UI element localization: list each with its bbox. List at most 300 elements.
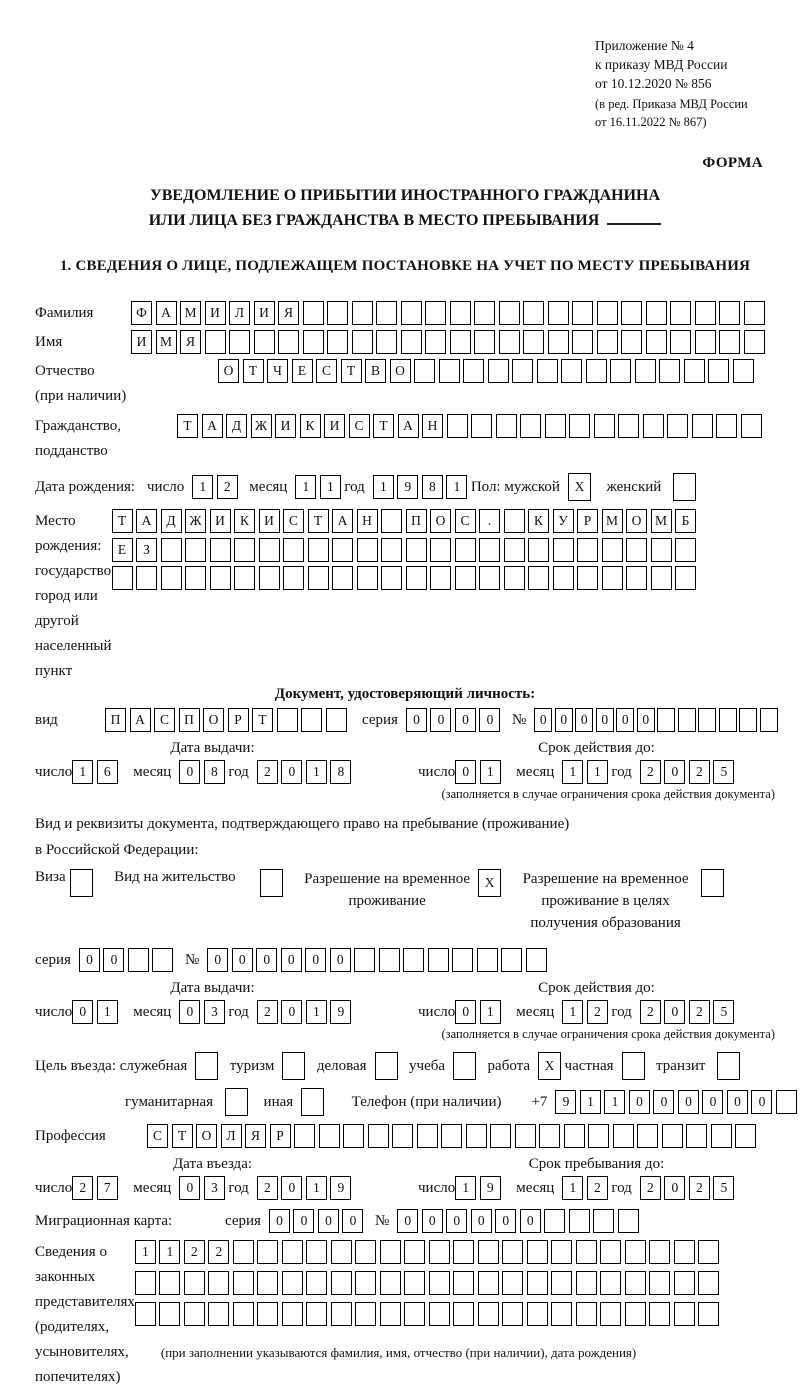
form-cell[interactable]: 0 [702, 1090, 723, 1114]
form-cell[interactable] [520, 414, 541, 438]
form-cell[interactable] [355, 1271, 376, 1295]
form-cell[interactable] [401, 330, 422, 354]
form-cell[interactable] [716, 414, 737, 438]
form-cell[interactable] [455, 538, 476, 562]
form-cell[interactable]: Т [252, 708, 273, 732]
form-cell[interactable] [695, 301, 716, 325]
form-cell[interactable] [453, 1302, 474, 1326]
form-cell[interactable]: 2 [184, 1240, 205, 1264]
form-cell[interactable]: 1 [306, 1000, 327, 1024]
form-cell[interactable]: 0 [281, 948, 302, 972]
form-cell[interactable]: 0 [664, 1000, 685, 1024]
form-cell[interactable] [429, 1302, 450, 1326]
form-cell[interactable]: 1 [562, 1176, 583, 1200]
form-cell[interactable]: Я [245, 1124, 266, 1148]
form-cell[interactable] [159, 1302, 180, 1326]
form-cell[interactable]: А [136, 509, 157, 533]
form-cell[interactable] [674, 1271, 695, 1295]
form-cell[interactable] [586, 359, 607, 383]
form-cell[interactable] [463, 359, 484, 383]
form-cell[interactable] [719, 330, 740, 354]
form-cell[interactable]: 0 [455, 760, 476, 784]
form-cell[interactable] [135, 1271, 156, 1295]
form-cell[interactable]: К [300, 414, 321, 438]
form-cell[interactable] [528, 566, 549, 590]
form-cell[interactable]: 5 [713, 1176, 734, 1200]
form-cell[interactable] [283, 566, 304, 590]
form-cell[interactable] [673, 473, 696, 501]
form-cell[interactable] [429, 1240, 450, 1264]
form-cell[interactable]: 0 [555, 708, 573, 732]
form-cell[interactable] [741, 414, 762, 438]
form-cell[interactable] [739, 708, 757, 732]
form-cell[interactable]: 0 [397, 1209, 418, 1233]
form-cell[interactable] [294, 1124, 315, 1148]
form-cell[interactable] [701, 869, 724, 897]
form-cell[interactable] [643, 414, 664, 438]
form-cell[interactable] [553, 566, 574, 590]
form-cell[interactable]: 9 [397, 475, 418, 499]
form-cell[interactable]: Д [161, 509, 182, 533]
form-cell[interactable]: Т [308, 509, 329, 533]
form-cell[interactable] [381, 566, 402, 590]
form-cell[interactable] [233, 1302, 254, 1326]
form-cell[interactable]: С [283, 509, 304, 533]
form-cell[interactable] [698, 1302, 719, 1326]
form-cell[interactable]: 1 [580, 1090, 601, 1114]
form-cell[interactable] [319, 1124, 340, 1148]
form-cell[interactable]: 2 [587, 1176, 608, 1200]
form-cell[interactable]: П [406, 509, 427, 533]
form-cell[interactable] [306, 1302, 327, 1326]
form-cell[interactable] [380, 1240, 401, 1264]
form-cell[interactable] [659, 359, 680, 383]
form-cell[interactable]: 0 [596, 708, 614, 732]
form-cell[interactable] [675, 538, 696, 562]
form-cell[interactable] [208, 1271, 229, 1295]
form-cell[interactable]: 1 [455, 1176, 476, 1200]
form-cell[interactable] [233, 1271, 254, 1295]
form-cell[interactable] [504, 538, 525, 562]
form-cell[interactable]: Н [422, 414, 443, 438]
form-cell[interactable] [447, 414, 468, 438]
form-cell[interactable] [602, 538, 623, 562]
form-cell[interactable] [551, 1271, 572, 1295]
form-cell[interactable]: 7 [97, 1176, 118, 1200]
form-cell[interactable]: 9 [330, 1000, 351, 1024]
form-cell[interactable] [354, 948, 375, 972]
form-cell[interactable]: О [390, 359, 411, 383]
form-cell[interactable]: 2 [587, 1000, 608, 1024]
form-cell[interactable]: 0 [330, 948, 351, 972]
form-cell[interactable] [502, 1240, 523, 1264]
form-cell[interactable]: А [156, 301, 177, 325]
form-cell[interactable] [478, 1302, 499, 1326]
form-cell[interactable] [357, 538, 378, 562]
form-cell[interactable] [478, 1271, 499, 1295]
form-cell[interactable] [625, 1302, 646, 1326]
form-cell[interactable]: 0 [318, 1209, 339, 1233]
form-cell[interactable]: 2 [72, 1176, 93, 1200]
form-cell[interactable] [403, 948, 424, 972]
form-cell[interactable] [597, 301, 618, 325]
form-cell[interactable] [695, 330, 716, 354]
form-cell[interactable] [735, 1124, 756, 1148]
form-cell[interactable] [657, 708, 675, 732]
form-cell[interactable] [527, 1240, 548, 1264]
form-cell[interactable] [576, 1271, 597, 1295]
form-cell[interactable] [539, 1124, 560, 1148]
form-cell[interactable] [278, 330, 299, 354]
form-cell[interactable] [112, 566, 133, 590]
form-cell[interactable] [376, 301, 397, 325]
form-cell[interactable] [331, 1302, 352, 1326]
form-cell[interactable] [161, 538, 182, 562]
form-cell[interactable] [381, 509, 402, 533]
form-cell[interactable]: Ф [131, 301, 152, 325]
form-cell[interactable] [602, 566, 623, 590]
form-cell[interactable]: 0 [281, 1000, 302, 1024]
form-cell[interactable] [355, 1240, 376, 1264]
form-cell[interactable]: 1 [192, 475, 213, 499]
form-cell[interactable] [135, 1302, 156, 1326]
form-cell[interactable]: 0 [293, 1209, 314, 1233]
form-cell[interactable]: 0 [534, 708, 552, 732]
form-cell[interactable]: С [455, 509, 476, 533]
form-cell[interactable]: 0 [179, 1000, 200, 1024]
form-cell[interactable] [404, 1271, 425, 1295]
form-cell[interactable]: 2 [208, 1240, 229, 1264]
form-cell[interactable]: 8 [330, 760, 351, 784]
form-cell[interactable]: О [626, 509, 647, 533]
form-cell[interactable] [254, 330, 275, 354]
form-cell[interactable] [368, 1124, 389, 1148]
form-cell[interactable] [136, 566, 157, 590]
form-cell[interactable] [577, 566, 598, 590]
form-cell[interactable] [719, 708, 737, 732]
form-cell[interactable] [776, 1090, 797, 1114]
form-cell[interactable] [646, 330, 667, 354]
form-cell[interactable]: И [324, 414, 345, 438]
form-cell[interactable] [527, 1302, 548, 1326]
form-cell[interactable] [205, 330, 226, 354]
form-cell[interactable]: 0 [446, 1209, 467, 1233]
form-cell[interactable]: С [349, 414, 370, 438]
form-cell[interactable]: Р [270, 1124, 291, 1148]
form-cell[interactable] [594, 414, 615, 438]
form-cell[interactable] [651, 538, 672, 562]
form-cell[interactable] [625, 1271, 646, 1295]
form-cell[interactable] [185, 566, 206, 590]
form-cell[interactable]: У [553, 509, 574, 533]
form-cell[interactable]: . [479, 509, 500, 533]
form-cell[interactable]: Т [112, 509, 133, 533]
form-cell[interactable]: А [398, 414, 419, 438]
form-cell[interactable]: Ж [185, 509, 206, 533]
form-cell[interactable] [282, 1302, 303, 1326]
form-cell[interactable] [352, 301, 373, 325]
form-cell[interactable]: 0 [471, 1209, 492, 1233]
form-cell[interactable]: З [136, 538, 157, 562]
form-cell[interactable]: 1 [306, 760, 327, 784]
form-cell[interactable]: Т [373, 414, 394, 438]
form-cell[interactable] [548, 330, 569, 354]
form-cell[interactable] [259, 538, 280, 562]
form-cell[interactable] [234, 566, 255, 590]
form-cell[interactable] [195, 1052, 218, 1080]
form-cell[interactable]: 0 [678, 1090, 699, 1114]
form-cell[interactable]: С [316, 359, 337, 383]
form-cell[interactable] [512, 359, 533, 383]
form-cell[interactable] [379, 948, 400, 972]
form-cell[interactable]: С [147, 1124, 168, 1148]
form-cell[interactable] [208, 1302, 229, 1326]
form-cell[interactable]: М [180, 301, 201, 325]
form-cell[interactable] [184, 1271, 205, 1295]
form-cell[interactable] [576, 1302, 597, 1326]
form-cell[interactable] [523, 301, 544, 325]
form-cell[interactable] [161, 566, 182, 590]
form-cell[interactable] [572, 330, 593, 354]
form-cell[interactable] [698, 1271, 719, 1295]
form-cell[interactable] [414, 359, 435, 383]
form-cell[interactable] [282, 1052, 305, 1080]
form-cell[interactable] [301, 708, 322, 732]
form-cell[interactable] [502, 1302, 523, 1326]
form-cell[interactable] [528, 538, 549, 562]
form-cell[interactable]: 5 [713, 760, 734, 784]
form-cell[interactable] [380, 1302, 401, 1326]
form-cell[interactable]: 9 [555, 1090, 576, 1114]
form-cell[interactable]: 1 [562, 1000, 583, 1024]
form-cell[interactable] [622, 1052, 645, 1080]
form-cell[interactable]: 0 [72, 1000, 93, 1024]
form-cell[interactable] [306, 1240, 327, 1264]
form-cell[interactable]: А [130, 708, 151, 732]
form-cell[interactable] [744, 301, 765, 325]
form-cell[interactable]: 1 [480, 760, 501, 784]
form-cell[interactable] [613, 1124, 634, 1148]
form-cell[interactable]: М [651, 509, 672, 533]
form-cell[interactable]: X [568, 473, 591, 501]
form-cell[interactable]: И [131, 330, 152, 354]
form-cell[interactable] [343, 1124, 364, 1148]
form-cell[interactable] [618, 1209, 639, 1233]
form-cell[interactable]: Т [341, 359, 362, 383]
form-cell[interactable] [544, 1209, 565, 1233]
form-cell[interactable]: Н [357, 509, 378, 533]
form-cell[interactable] [471, 414, 492, 438]
form-cell[interactable]: 2 [640, 760, 661, 784]
form-cell[interactable]: К [234, 509, 255, 533]
form-cell[interactable] [577, 538, 598, 562]
form-cell[interactable] [684, 359, 705, 383]
form-cell[interactable] [545, 414, 566, 438]
form-cell[interactable] [401, 301, 422, 325]
form-cell[interactable] [569, 1209, 590, 1233]
form-cell[interactable] [375, 1052, 398, 1080]
form-cell[interactable]: И [275, 414, 296, 438]
form-cell[interactable] [332, 538, 353, 562]
form-cell[interactable] [331, 1240, 352, 1264]
form-cell[interactable] [303, 330, 324, 354]
form-cell[interactable] [331, 1271, 352, 1295]
form-cell[interactable] [392, 1124, 413, 1148]
form-cell[interactable]: 8 [422, 475, 443, 499]
form-cell[interactable] [662, 1124, 683, 1148]
form-cell[interactable]: 9 [480, 1176, 501, 1200]
form-cell[interactable] [355, 1302, 376, 1326]
form-cell[interactable] [499, 301, 520, 325]
form-cell[interactable]: Р [228, 708, 249, 732]
form-cell[interactable]: 1 [373, 475, 394, 499]
form-cell[interactable]: Д [226, 414, 247, 438]
form-cell[interactable] [452, 948, 473, 972]
form-cell[interactable] [332, 566, 353, 590]
form-cell[interactable]: 2 [257, 1176, 278, 1200]
form-cell[interactable]: 0 [653, 1090, 674, 1114]
form-cell[interactable]: 0 [637, 708, 655, 732]
form-cell[interactable] [651, 566, 672, 590]
form-cell[interactable]: 0 [575, 708, 593, 732]
form-cell[interactable] [564, 1124, 585, 1148]
form-cell[interactable]: 8 [204, 760, 225, 784]
form-cell[interactable]: 1 [562, 760, 583, 784]
form-cell[interactable]: Р [577, 509, 598, 533]
form-cell[interactable] [670, 330, 691, 354]
form-cell[interactable]: М [156, 330, 177, 354]
form-cell[interactable]: 1 [446, 475, 467, 499]
form-cell[interactable]: Т [243, 359, 264, 383]
form-cell[interactable] [450, 330, 471, 354]
form-cell[interactable] [479, 566, 500, 590]
form-cell[interactable]: 1 [604, 1090, 625, 1114]
form-cell[interactable] [561, 359, 582, 383]
form-cell[interactable] [381, 538, 402, 562]
form-cell[interactable] [527, 1271, 548, 1295]
form-cell[interactable] [152, 948, 173, 972]
form-cell[interactable] [548, 301, 569, 325]
form-cell[interactable] [504, 566, 525, 590]
form-cell[interactable]: О [430, 509, 451, 533]
form-cell[interactable]: П [179, 708, 200, 732]
form-cell[interactable]: 1 [72, 760, 93, 784]
form-cell[interactable] [637, 1124, 658, 1148]
form-cell[interactable]: В [365, 359, 386, 383]
form-cell[interactable]: 9 [330, 1176, 351, 1200]
form-cell[interactable]: Я [180, 330, 201, 354]
form-cell[interactable] [417, 1124, 438, 1148]
form-cell[interactable] [537, 359, 558, 383]
form-cell[interactable]: 2 [689, 1000, 710, 1024]
form-cell[interactable] [597, 330, 618, 354]
form-cell[interactable]: 2 [640, 1176, 661, 1200]
form-cell[interactable] [526, 948, 547, 972]
form-cell[interactable] [357, 566, 378, 590]
form-cell[interactable]: Ж [251, 414, 272, 438]
form-cell[interactable]: 0 [430, 708, 451, 732]
form-cell[interactable]: И [205, 301, 226, 325]
form-cell[interactable]: 1 [320, 475, 341, 499]
form-cell[interactable] [277, 708, 298, 732]
form-cell[interactable] [621, 330, 642, 354]
form-cell[interactable]: X [478, 869, 501, 897]
form-cell[interactable] [610, 359, 631, 383]
form-cell[interactable]: 0 [269, 1209, 290, 1233]
form-cell[interactable] [430, 566, 451, 590]
form-cell[interactable] [425, 301, 446, 325]
form-cell[interactable] [649, 1302, 670, 1326]
form-cell[interactable]: О [203, 708, 224, 732]
form-cell[interactable] [551, 1240, 572, 1264]
form-cell[interactable]: 0 [207, 948, 228, 972]
form-cell[interactable] [711, 1124, 732, 1148]
form-cell[interactable] [282, 1271, 303, 1295]
form-cell[interactable]: 2 [689, 760, 710, 784]
form-cell[interactable] [504, 509, 525, 533]
form-cell[interactable] [621, 301, 642, 325]
form-cell[interactable] [674, 1240, 695, 1264]
form-cell[interactable] [326, 708, 347, 732]
form-cell[interactable] [675, 566, 696, 590]
form-cell[interactable] [649, 1271, 670, 1295]
form-cell[interactable]: 0 [664, 760, 685, 784]
form-cell[interactable] [259, 566, 280, 590]
form-cell[interactable] [303, 301, 324, 325]
form-cell[interactable] [404, 1302, 425, 1326]
form-cell[interactable] [686, 1124, 707, 1148]
form-cell[interactable] [441, 1124, 462, 1148]
form-cell[interactable] [501, 948, 522, 972]
form-cell[interactable]: О [196, 1124, 217, 1148]
form-cell[interactable] [406, 566, 427, 590]
form-cell[interactable]: М [602, 509, 623, 533]
form-cell[interactable] [257, 1302, 278, 1326]
form-cell[interactable]: 0 [281, 1176, 302, 1200]
form-cell[interactable] [430, 538, 451, 562]
form-cell[interactable] [380, 1271, 401, 1295]
form-cell[interactable] [600, 1302, 621, 1326]
form-cell[interactable]: О [218, 359, 239, 383]
form-cell[interactable] [233, 1240, 254, 1264]
form-cell[interactable]: 1 [480, 1000, 501, 1024]
form-cell[interactable]: Я [278, 301, 299, 325]
form-cell[interactable] [184, 1302, 205, 1326]
form-cell[interactable] [439, 359, 460, 383]
form-cell[interactable] [210, 538, 231, 562]
form-cell[interactable] [425, 330, 446, 354]
form-cell[interactable] [618, 414, 639, 438]
form-cell[interactable]: Е [112, 538, 133, 562]
form-cell[interactable] [404, 1240, 425, 1264]
form-cell[interactable] [625, 1240, 646, 1264]
form-cell[interactable] [588, 1124, 609, 1148]
form-cell[interactable] [719, 301, 740, 325]
form-cell[interactable]: X [538, 1052, 561, 1080]
form-cell[interactable]: И [254, 301, 275, 325]
form-cell[interactable]: Т [177, 414, 198, 438]
form-cell[interactable] [257, 1271, 278, 1295]
form-cell[interactable] [282, 1240, 303, 1264]
form-cell[interactable] [428, 948, 449, 972]
form-cell[interactable]: 0 [455, 1000, 476, 1024]
form-cell[interactable] [502, 1271, 523, 1295]
form-cell[interactable]: Л [229, 301, 250, 325]
form-cell[interactable] [572, 301, 593, 325]
form-cell[interactable] [210, 566, 231, 590]
form-cell[interactable] [551, 1302, 572, 1326]
form-cell[interactable] [496, 414, 517, 438]
